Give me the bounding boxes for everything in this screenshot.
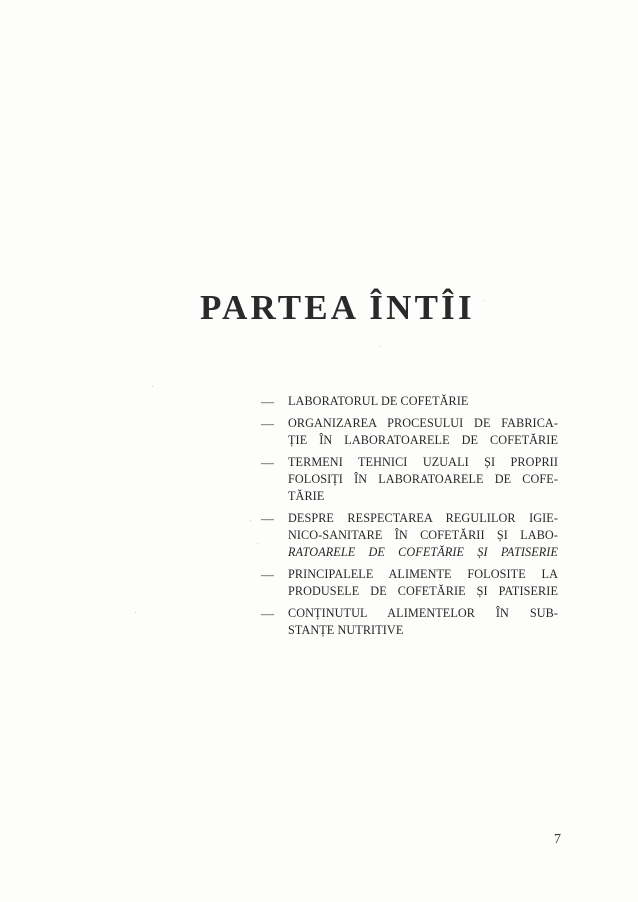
contents-item	[261, 510, 558, 561]
part-title: PARTEA ÎNTÎI	[200, 288, 475, 327]
contents-line: RATOARELE DE COFETĂRIE ȘI PATISERIE	[288, 545, 558, 559]
contents-item	[261, 605, 558, 639]
contents-line: PRINCIPALELE ALIMENTE FOLOSITE LA	[288, 567, 558, 581]
contents-item-text	[288, 393, 558, 410]
contents-line: PRODUSELE DE COFETĂRIE ȘI PATISERIE	[288, 584, 558, 598]
scan-speck	[483, 300, 484, 301]
contents-line: FOLOSIȚI ÎN LABORATOARELE DE COFE-	[288, 472, 558, 486]
contents-line: ORGANIZAREA PROCESULUI DE FABRICA-	[288, 416, 558, 430]
scan-speck	[152, 386, 153, 387]
dash-marker: —	[261, 511, 274, 526]
dash-marker: —	[261, 394, 274, 409]
contents-line: LABORATORUL DE COFETĂRIE	[288, 394, 469, 408]
dash-marker: —	[261, 567, 274, 582]
scan-speck	[135, 612, 136, 613]
contents-item	[261, 454, 558, 505]
scan-speck	[379, 346, 380, 347]
contents-item-text	[288, 454, 558, 505]
contents-item	[261, 415, 558, 449]
contents-line: TERMENI TEHNICI UZUALI ȘI PROPRII	[288, 455, 558, 469]
contents-item	[261, 393, 558, 410]
contents-item-text	[288, 566, 558, 600]
contents-list	[261, 393, 558, 644]
contents-item	[261, 566, 558, 600]
contents-line: STANȚE NUTRITIVE	[288, 623, 404, 637]
scan-speck	[250, 520, 251, 521]
contents-line: ȚIE ÎN LABORATOARELE DE COFETĂRIE	[288, 433, 558, 447]
contents-item-text	[288, 510, 558, 561]
dash-marker: —	[261, 416, 274, 431]
contents-line: NICO-SANITARE ÎN COFETĂRII ȘI LABO-	[288, 528, 558, 542]
contents-line: DESPRE RESPECTAREA REGULILOR IGIE-	[288, 511, 558, 525]
contents-line: CONȚINUTUL ALIMENTELOR ÎN SUB-	[288, 606, 558, 620]
dash-marker: —	[261, 455, 274, 470]
contents-item-text	[288, 415, 558, 449]
contents-item-text	[288, 605, 558, 639]
dash-marker: —	[261, 606, 274, 621]
scan-speck	[257, 543, 258, 544]
contents-line: TĂRIE	[288, 489, 325, 503]
page-number: 7	[554, 832, 561, 847]
